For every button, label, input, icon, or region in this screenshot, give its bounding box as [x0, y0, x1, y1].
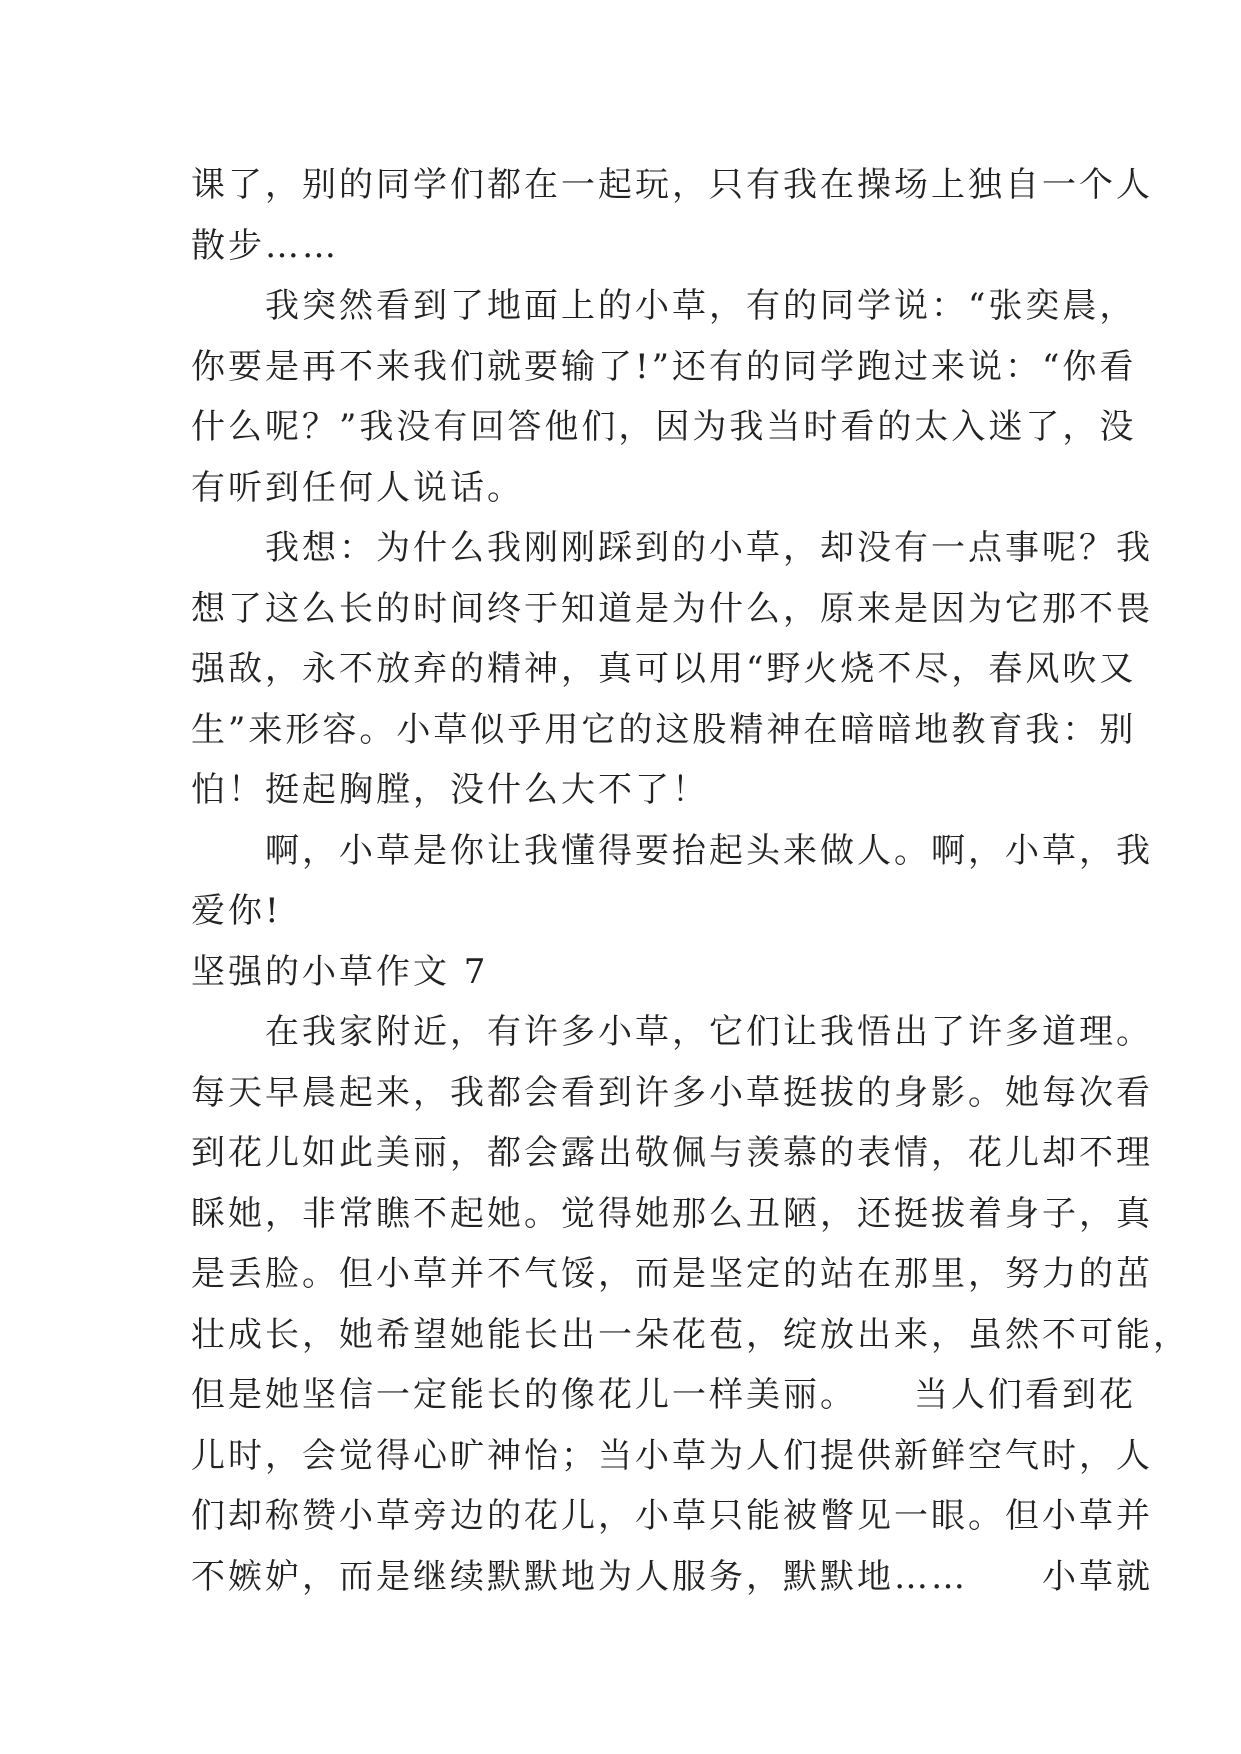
- text-line: 不嫉妒，而是继续默默地为人服务，默默地…… 小草就: [191, 1556, 1153, 1597]
- text-line: 你要是再不来我们就要输了!”还有的同学跑过来说：“你看: [191, 346, 1137, 387]
- text-line: 有听到任何人说话。: [191, 467, 524, 508]
- text-line: 爱你!: [191, 891, 282, 931]
- text-line: 但是她坚信一定能长的像花儿一样美丽。 当人们看到花: [191, 1375, 1136, 1415]
- text-line: 我想：为什么我刚刚踩到的小草，却没有一点事呢？我: [191, 528, 1153, 568]
- text-line: 到花儿如此美丽，都会露出敬佩与羡慕的表情，花儿却不理: [191, 1133, 1153, 1173]
- text-line: 在我家附近，有许多小草，它们让我悟出了许多道理。: [191, 1012, 1153, 1052]
- text-line: 是丢脸。但小草并不气馁，而是坚定的站在那里，努力的茁: [191, 1254, 1153, 1294]
- text-line: 儿时，会觉得心旷神怡；当小草为人们提供新鲜空气时，人: [191, 1435, 1153, 1476]
- text-line: 壮成长，她希望她能长出一朵花苞，绽放出来，虽然不可能，: [191, 1314, 1190, 1355]
- section-heading: 坚强的小草作文 7: [191, 951, 489, 992]
- text-line: 生”来形容。小草似乎用它的这股精神在暗暗地教育我：别: [191, 709, 1137, 750]
- text-line: 强敌，永不放弃的精神，真可以用“野火烧不尽，春风吹又: [191, 649, 1137, 689]
- text-line: 睬她，非常瞧不起她。觉得她那么丑陋，还挺拔着身子，真: [191, 1193, 1153, 1234]
- text-line: 我突然看到了地面上的小草，有的同学说：“张奕晨，: [191, 286, 1137, 326]
- text-line: 想了这么长的时间终于知道是为什么，原来是因为它那不畏: [191, 588, 1153, 629]
- text-line: 怕！挺起胸膛，没什么大不了！: [191, 770, 709, 810]
- text-line: 们却称赞小草旁边的花儿，小草只能被瞥见一眼。但小草并: [191, 1496, 1153, 1536]
- text-line: 散步……: [191, 225, 339, 266]
- text-line: 啊，小草是你让我懂得要抬起头来做人。啊，小草，我: [191, 830, 1153, 871]
- text-line: 课了，别的同学们都在一起玩，只有我在操场上独自一个人: [191, 165, 1153, 205]
- text-line: 什么呢？”我没有回答他们，因为我当时看的太入迷了，没: [191, 407, 1137, 447]
- text-line: 每天早晨起来，我都会看到许多小草挺拔的身影。她每次看: [191, 1072, 1153, 1113]
- essay-text: [191, 155, 1190, 1607]
